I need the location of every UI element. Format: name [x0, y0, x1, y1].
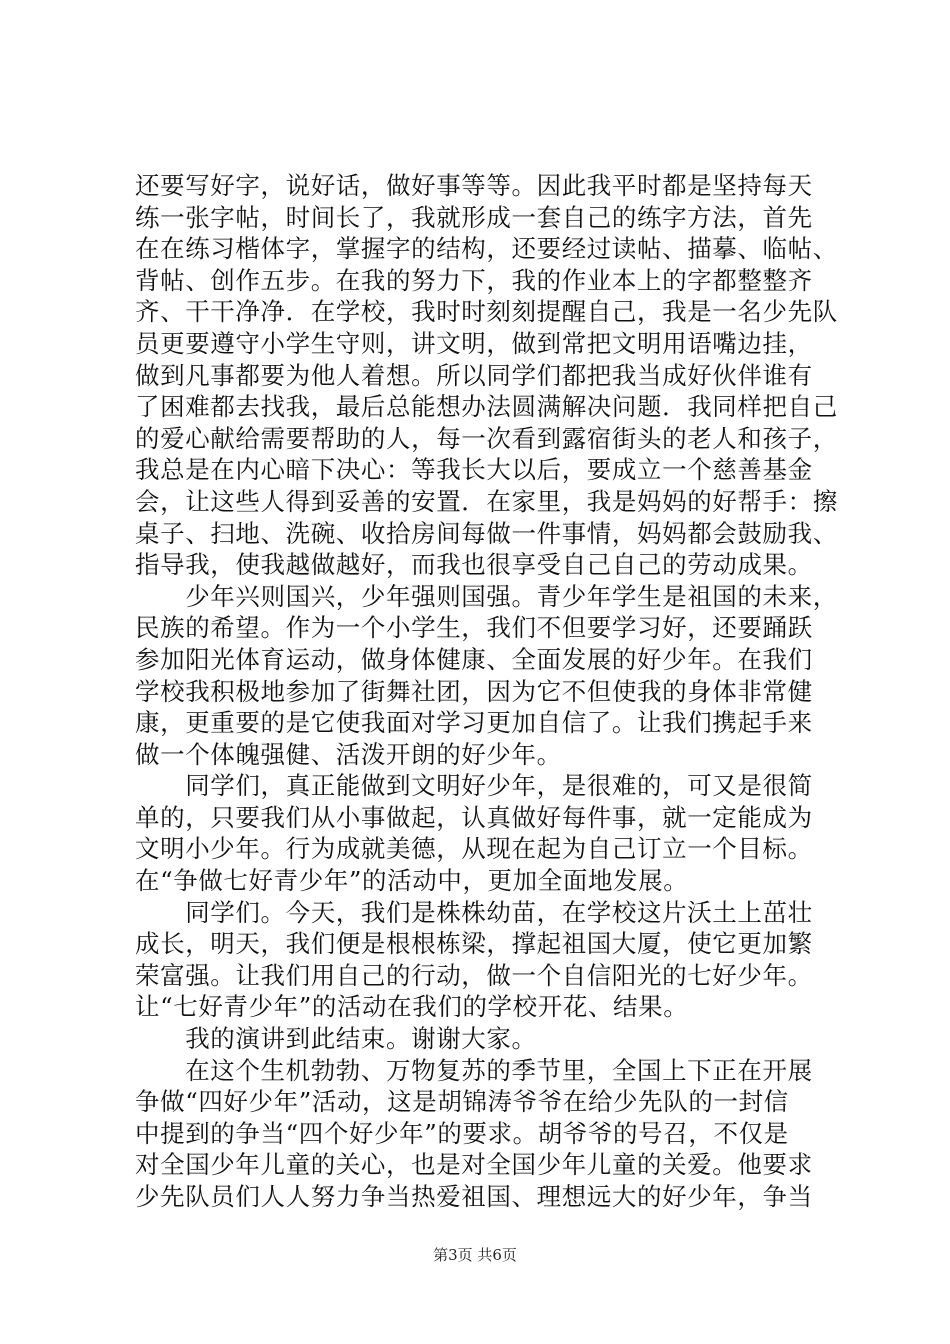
text-line: 中提到的争当“四个好少年”的要求。胡爷爷的号召，不仅是	[135, 1118, 789, 1148]
body-text	[135, 170, 838, 1213]
text-line: 我的演讲到此结束。谢谢大家。	[135, 1024, 537, 1054]
text-line: 在这个生机勃勃、万物复苏的季节里，全国上下正在开展	[135, 1055, 813, 1085]
text-line: 文明小少年。行为成就美德，从现在起为自己订立一个目标。	[135, 834, 813, 864]
text-line: 少先队员们人人努力争当热爱祖国、理想远大的好少年，争当	[135, 1182, 813, 1211]
text-line: 齐、干干净净．在学校，我时时刻刻提醒自己，我是一名少先队	[135, 297, 838, 327]
text-line: 荣富强。让我们用自己的行动，做一个自信阳光的七好少年。	[135, 960, 813, 990]
text-line: 会，让这些人得到妥善的安置．在家里，我是妈妈的好帮手：擦	[135, 486, 838, 516]
text-line: 对全国少年儿童的关心，也是对全国少年儿童的关爱。他要求	[135, 1150, 813, 1180]
text-line: 背帖、创作五步。在我的努力下，我的作业本上的字都整整齐	[135, 265, 813, 295]
text-line: 在“争做七好青少年”的活动中，更加全面地发展。	[135, 866, 689, 896]
text-line: 指导我，使我越做越好，而我也很享受自己自己的劳动成果。	[135, 550, 813, 580]
text-line: 的爱心献给需要帮助的人，每一次看到露宿街头的老人和孩子，	[135, 423, 838, 453]
text-line: 康，更重要的是它使我面对学习更加自信了。让我们携起手来	[135, 708, 813, 738]
text-line: 同学们，真正能做到文明好少年，是很难的，可又是很简	[135, 771, 813, 801]
text-line: 单的，只要我们从小事做起，认真做好每件事，就一定能成为	[135, 802, 813, 832]
text-line: 学校我积极地参加了街舞社团，因为它不但使我的身体非常健	[135, 676, 813, 706]
text-line: 员更要遵守小学生守则，讲文明，做到常把文明用语嘴边挂，	[135, 328, 813, 358]
text-line: 让“七好青少年”的活动在我们的学校开花、结果。	[135, 992, 689, 1022]
text-line: 桌子、扫地、洗碗、收拾房间每做一件事情，妈妈都会鼓励我、	[135, 518, 838, 548]
text-line: 练一张字帖，时间长了，我就形成一套自己的练字方法，首先	[135, 202, 813, 232]
text-line: 我总是在内心暗下决心：等我长大以后，要成立一个慈善基金	[135, 455, 813, 485]
text-line: 争做“四好少年”活动，这是胡锦涛爷爷在给少先队的一封信	[135, 1087, 789, 1117]
text-line: 民族的希望。作为一个小学生，我们不但要学习好，还要踊跃	[135, 613, 813, 643]
text-line: 同学们。今天，我们是株株幼苗，在学校这片沃土上茁壮	[135, 897, 813, 927]
page-footer: 第3页 共6页	[433, 1246, 517, 1264]
text-line: 了困难都去找我，最后总能想办法圆满解决问题．我同样把自己	[135, 392, 838, 422]
text-line: 做一个体魄强健、活泼开朗的好少年。	[135, 739, 562, 769]
text-line: 还要写好字，说好话，做好事等等。因此我平时都是坚持每天	[135, 171, 813, 200]
text-line: 做到凡事都要为他人着想。所以同学们都把我当成好伙伴谁有	[135, 360, 813, 390]
text-line: 在在练习楷体字，掌握字的结构，还要经过读帖、描摹、临帖、	[135, 234, 838, 264]
text-line: 少年兴则国兴，少年强则国强。青少年学生是祖国的未来，	[135, 581, 838, 611]
text-line: 参加阳光体育运动，做身体健康、全面发展的好少年。在我们	[135, 644, 813, 674]
text-line: 成长，明天，我们便是根根栋梁，撑起祖国大厦，使它更加繁	[135, 929, 813, 959]
